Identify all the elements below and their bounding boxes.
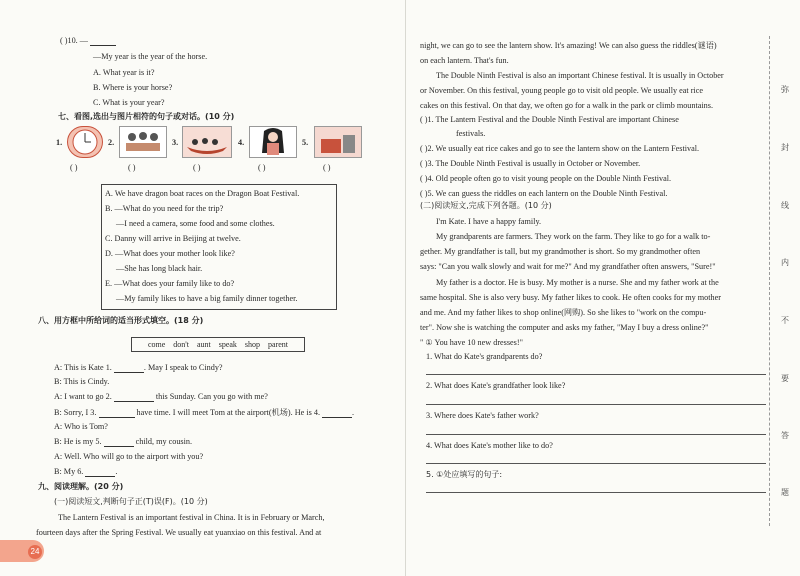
story-line-7: and me. And my father likes to shop online(网购). So she likes to "work on the compu- bbox=[420, 308, 707, 317]
story-line-8: ter". Now she is watching the computer and asks my father, "May I buy a dress online?" bbox=[420, 323, 709, 332]
side-char-5: 不 bbox=[781, 316, 789, 325]
question-3: 3. Where does Kate's father work? bbox=[426, 411, 539, 420]
story-line-6: same hospital. She is also very busy. My father likes to cook. He often cooks for my mother bbox=[420, 293, 721, 302]
question-2: 2. What does Kate's grandfather look like? bbox=[426, 381, 566, 390]
family-dinner-picture bbox=[119, 126, 167, 158]
dialog-line-8: B: My 6. . bbox=[54, 467, 118, 476]
answer-line-2[interactable] bbox=[426, 404, 766, 405]
question-4: 4. What does Kate's mother like to do? bbox=[426, 441, 553, 450]
dialog-line-1: A: This is Kate 1. . May I speak to Cindy? bbox=[54, 363, 223, 372]
section7-title: 七、看图,选出与图片相符的句子或对话。(10 分) bbox=[58, 112, 235, 121]
blank-6[interactable] bbox=[85, 467, 115, 477]
option-d: D. —What does your mother look like? bbox=[105, 249, 235, 258]
dialog-line-4: B: Sorry, I 3. have time. I will meet Tom at the airport(机场). He is 4. . bbox=[54, 408, 355, 417]
story-line-1: I'm Kate. I have a happy family. bbox=[436, 217, 542, 226]
answer-line-3[interactable] bbox=[426, 434, 766, 435]
q10-number: ( )10. — bbox=[60, 35, 116, 46]
side-char-7: 答 bbox=[781, 431, 789, 440]
option-e-answer: —My family likes to have a big family dinner together. bbox=[116, 294, 298, 303]
pic-num-4: 4. bbox=[238, 138, 245, 147]
passage-line-7: cakes on this festival. On that day, we often go for a walk in the park or climb mountains. bbox=[420, 101, 714, 110]
q10-line: —My year is the year of the horse. bbox=[93, 52, 208, 61]
option-a: A. We have dragon boat races on the Dragon Boat Festival. bbox=[105, 189, 300, 198]
pic-num-1: 1. bbox=[56, 138, 63, 147]
blank-3[interactable] bbox=[99, 408, 135, 418]
passage-line-4: on each lantern. That's fun. bbox=[420, 56, 509, 65]
answer-paren-2[interactable]: ( ) bbox=[128, 163, 136, 172]
tf-statement-2[interactable]: ( )2. We usually eat rice cakes and go to see the lantern show on the Lantern Festival. bbox=[420, 144, 700, 153]
side-char-3: 线 bbox=[781, 201, 789, 210]
answer-paren-5[interactable]: ( ) bbox=[323, 163, 331, 172]
passage-line-5: The Double Ninth Festival is also an important Chinese festival. It is usually in October bbox=[436, 71, 724, 80]
option-c: C. Danny will arrive in Beijing at twelve. bbox=[105, 234, 241, 243]
pic-num-5: 5. bbox=[302, 138, 309, 147]
dialog-line-6: B: He is my 5. child, my cousin. bbox=[54, 437, 193, 446]
q10-option-b: B. Where is your horse? bbox=[93, 83, 173, 92]
q10-option-c: C. What is your year? bbox=[93, 98, 165, 107]
reading-2-title: (二)阅读短文,完成下列各题。(10 分) bbox=[420, 201, 552, 210]
page-number: 24 bbox=[28, 545, 42, 559]
story-line-5: My father is a doctor. He is busy. My mother is a nurse. She and my father work at the bbox=[436, 278, 719, 287]
dialog-line-5: A: Who is Tom? bbox=[54, 422, 108, 431]
options-box bbox=[101, 184, 337, 310]
blank-4[interactable] bbox=[322, 408, 352, 418]
question-5: 5. ①处应填写的句子: bbox=[426, 470, 503, 479]
side-char-2: 封 bbox=[781, 143, 789, 152]
option-e: E. —What does your family like to do? bbox=[105, 279, 235, 288]
answer-line-1[interactable] bbox=[426, 374, 766, 375]
question-1: 1. What do Kate's grandparents do? bbox=[426, 352, 543, 361]
passage-line-2: fourteen days after the Spring Festival. We usually eat yuanxiao on this festival. And at bbox=[36, 528, 322, 537]
story-line-2: My grandparents are farmers. They work on the farm. They like to go for a walk to- bbox=[436, 232, 711, 241]
tf-statement-1[interactable]: ( )1. The Lantern Festival and the Double Ninth Festival are important Chinese bbox=[420, 115, 679, 124]
tf-statement-1-cont: festivals. bbox=[456, 129, 486, 138]
dialog-line-2: B: This is Cindy. bbox=[54, 377, 110, 386]
story-line-9: " ① You have 10 new dresses!" bbox=[420, 338, 523, 347]
tf-statement-3[interactable]: ( )3. The Double Ninth Festival is usually in October or November. bbox=[420, 159, 641, 168]
pic-num-2: 2. bbox=[108, 138, 115, 147]
passage-line-3: night, we can go to see the lantern show. It's amazing! We can also guess the riddles(谜语) bbox=[420, 41, 717, 50]
passage-line-1: The Lantern Festival is an important festival in China. It is in February or March, bbox=[58, 513, 325, 522]
option-d-answer: —She has long black hair. bbox=[116, 264, 203, 273]
answer-paren-1[interactable]: ( ) bbox=[70, 163, 78, 172]
seal-line bbox=[769, 36, 770, 526]
answer-line-5[interactable] bbox=[426, 492, 766, 493]
tf-statement-5[interactable]: ( )5. We can guess the riddles on each lantern on the Double Ninth Festival. bbox=[420, 189, 668, 198]
word-box: come don't aunt speak shop parent bbox=[131, 337, 305, 352]
option-b: B. —What do you need for the trip? bbox=[105, 204, 224, 213]
side-char-4: 内 bbox=[781, 258, 789, 267]
side-char-8: 题 bbox=[781, 488, 789, 497]
blank-5[interactable] bbox=[104, 437, 134, 447]
answer-paren-3[interactable]: ( ) bbox=[193, 163, 201, 172]
side-char-1: 弥 bbox=[781, 85, 789, 94]
pic-num-3: 3. bbox=[172, 138, 179, 147]
q10-option-a: A. What year is it? bbox=[93, 68, 155, 77]
clock-picture bbox=[67, 126, 103, 158]
reading-1-title: (一)阅读短文,判断句子正(T)误(F)。(10 分) bbox=[54, 497, 208, 506]
passage-line-6: or November. On this festival, young people go to visit old people. We usually eat rice bbox=[420, 86, 703, 95]
q10-blank[interactable] bbox=[90, 36, 116, 46]
story-line-3: gether. My grandfather is tall, but my grandmother is short. So my grandmother often bbox=[420, 247, 701, 256]
dragon-boat-picture bbox=[182, 126, 232, 158]
right-page bbox=[405, 0, 800, 576]
tf-statement-4[interactable]: ( )4. Old people often go to visit young people on the Double Ninth Festival. bbox=[420, 174, 672, 183]
answer-paren-4[interactable]: ( ) bbox=[258, 163, 266, 172]
dialog-line-3: A: I want to go 2. this Sunday. Can you go with me? bbox=[54, 392, 268, 401]
blank-2[interactable] bbox=[114, 392, 154, 402]
blank-1[interactable] bbox=[114, 363, 144, 373]
dialog-line-7: A: Well. Who will go to the airport with you? bbox=[54, 452, 204, 461]
side-char-6: 要 bbox=[781, 374, 789, 383]
option-b-answer: —I need a camera, some food and some clothes. bbox=[116, 219, 275, 228]
answer-line-4[interactable] bbox=[426, 463, 766, 464]
travel-items-picture bbox=[314, 126, 362, 158]
girl-picture bbox=[249, 126, 297, 158]
story-line-4: says: "Can you walk slowly and wait for me?" And my grandfather often answers, "Sure!" bbox=[420, 262, 716, 271]
section9-title: 九、阅读理解。(20 分) bbox=[38, 482, 124, 491]
section8-title: 八、用方框中所给词的适当形式填空。(18 分) bbox=[38, 316, 204, 325]
